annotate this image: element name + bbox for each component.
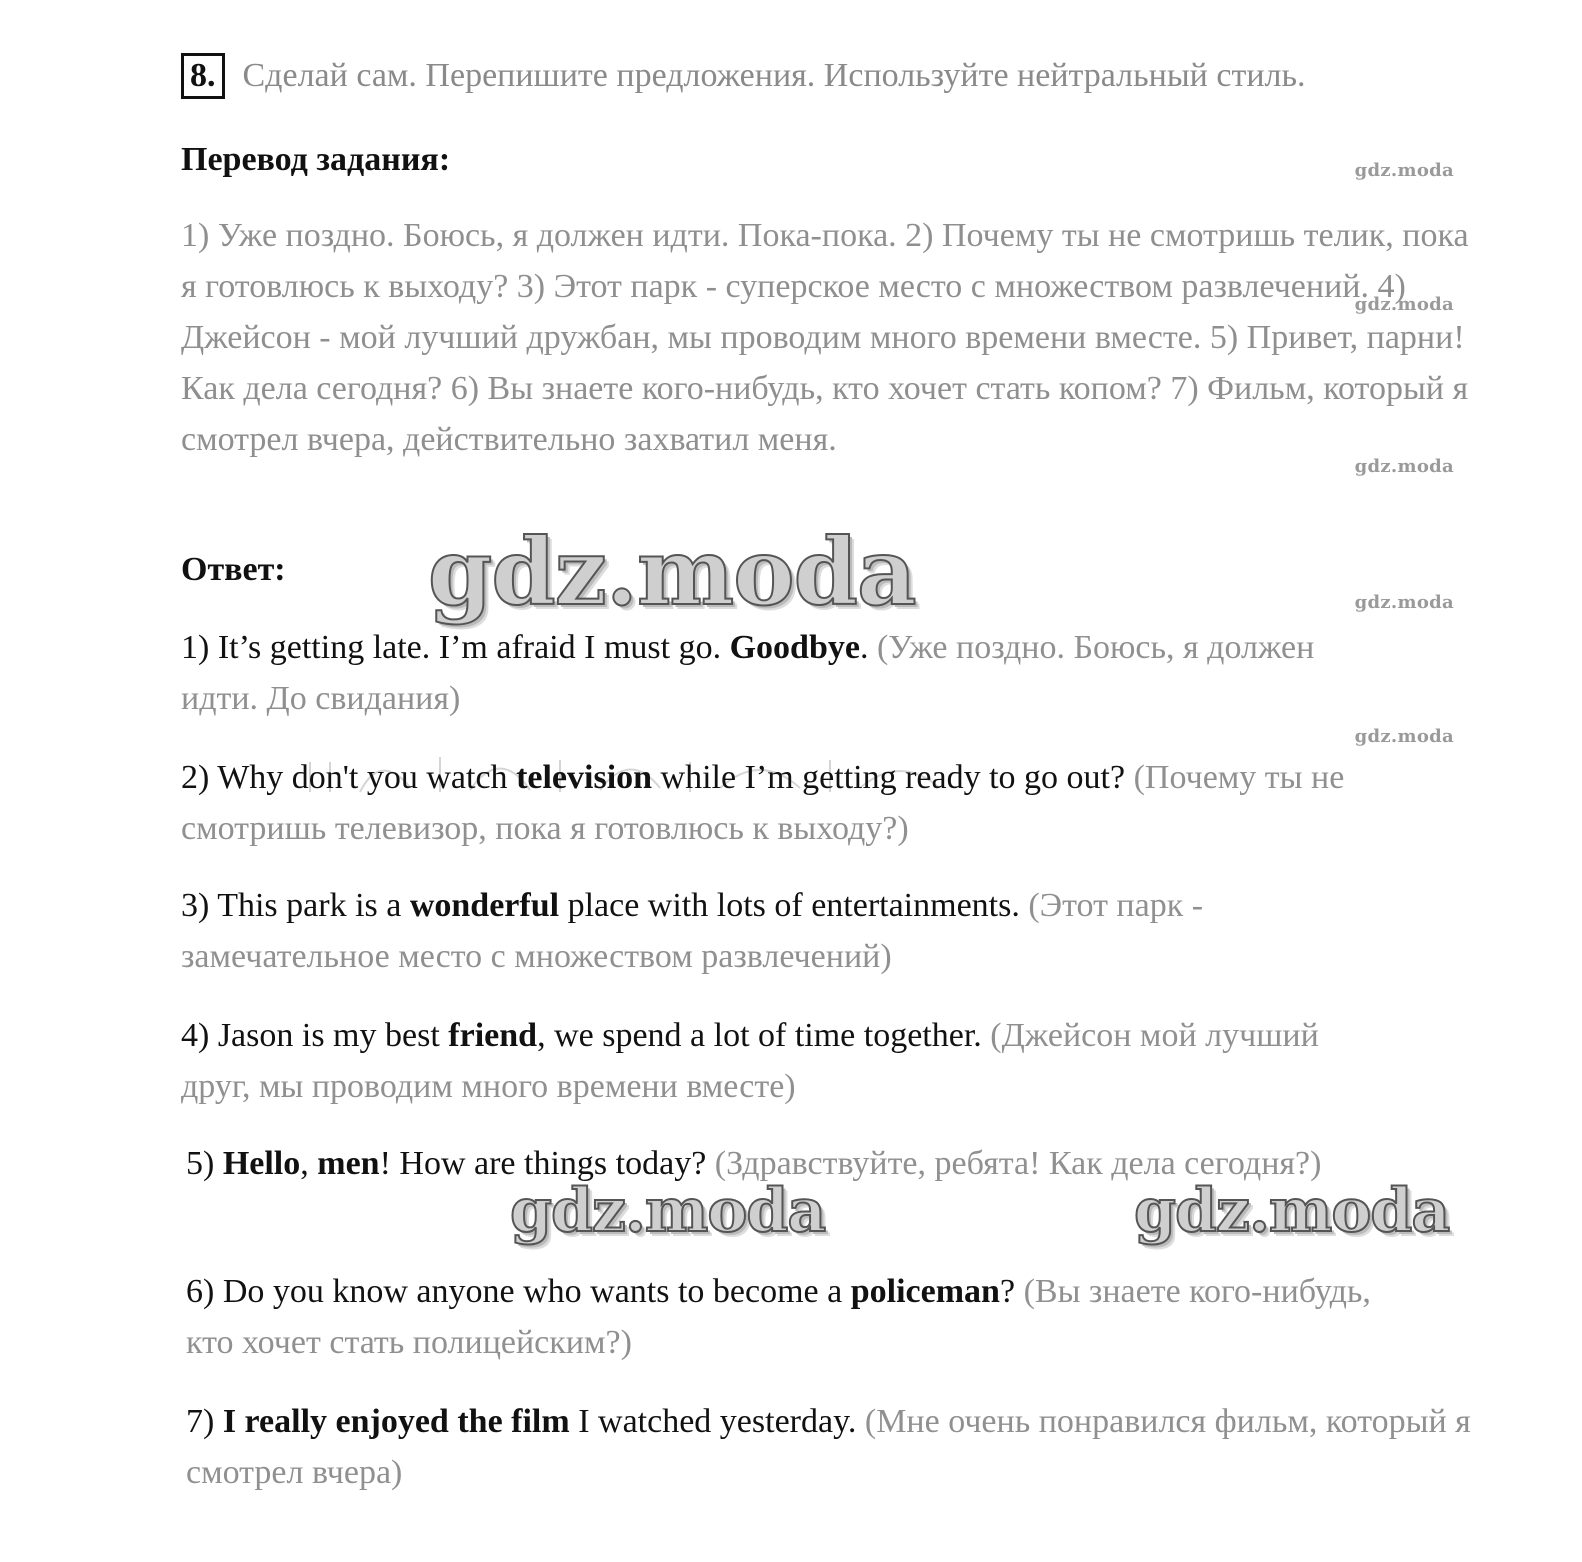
watermark-small: gdz.moda [1354,592,1454,613]
answer-item-2 [181,752,1471,854]
answer-item-6 [186,1266,1426,1368]
watermark-large: gdz.moda [510,1176,826,1246]
answer-english: 1) It’s getting late. I’m afraid I must go. Goodbye. [181,629,869,666]
task-number: 8. [181,53,225,99]
watermark-small: gdz.moda [1354,160,1454,181]
answer-item-4 [181,1010,1371,1112]
answer-keyword: television [516,759,653,796]
answer-english: 2) Why don't you watch television while I’m getting ready to go out? [181,759,1126,796]
answer-keyword: Goodbye [729,629,860,666]
answer-translation: (Мне очень понравился фильм, который я смотрел вчера) [186,1403,1471,1491]
watermark-small: gdz.moda [1354,726,1454,747]
translation-text: 1) Уже поздно. Боюсь, я должен идти. Пока-пока. 2) Почему ты не смотришь телик, пока я готовлюсь к выходу? 3) Этот парк - суперское место с множеством развлечений. 4) Джейсон - мой лучший дружбан, мы проводим много времени вместе. 5) Привет, парни! Как дела сегодня? 6) Вы знаете кого-нибудь, кто хочет стать копом? 7) Фильм, который я смотрел вчера, действительно захватил меня. [181,217,1469,458]
answer-keyword: I really enjoyed the film [222,1403,570,1440]
answer-english: 3) This park is a wonderful place with lots of entertainments. [181,887,1020,924]
translation-heading: Перевод задания: [181,141,451,178]
answer-heading: Ответ: [181,551,286,588]
answer-english: 5) Hello, men! How are things today? [186,1145,707,1182]
answer-english: 6) Do you know anyone who wants to become a policeman? [186,1273,1016,1310]
answer-item-7 [186,1396,1486,1498]
answer-english: 4) Jason is my best friend, we spend a lot of time together. [181,1017,982,1054]
answer-english: 7) I really enjoyed the film I watched yesterday. [186,1403,857,1440]
answer-translation: (Джейсон мой лучший друг, мы проводим много времени вместе) [181,1017,1319,1105]
watermark-small: gdz.moda [1354,456,1454,477]
answer-keyword: friend [448,1017,538,1054]
answer-keyword: wonderful [409,887,560,924]
watermark-small: gdz.moda [1354,294,1454,315]
task-instruction: Сделай сам. Перепишите предложения. Используйте нейтральный стиль. [242,57,1306,94]
watermark-large: gdz.moda [1134,1176,1450,1246]
answer-keyword: men [317,1145,380,1182]
answer-item-3 [181,880,1371,982]
watermark-large: gdz.moda [428,518,916,626]
answer-translation: (Здравствуйте, ребята! Как дела сегодня?) [706,1145,1322,1182]
answer-translation: (Уже поздно. Боюсь, я должен идти. До свидания) [181,629,1315,717]
answer-keyword: policeman [850,1273,1000,1310]
answer-keyword: Hello [222,1145,301,1182]
answer-translation: (Этот парк - замечательное место с множеством развлечений) [181,887,1204,975]
answer-translation: (Почему ты не смотришь телевизор, пока я готовлюсь к выходу?) [181,759,1345,847]
answer-translation: (Вы знаете кого-нибудь, кто хочет стать полицейским?) [186,1273,1371,1361]
task-header [181,52,1481,100]
answer-item-1 [181,622,1371,724]
